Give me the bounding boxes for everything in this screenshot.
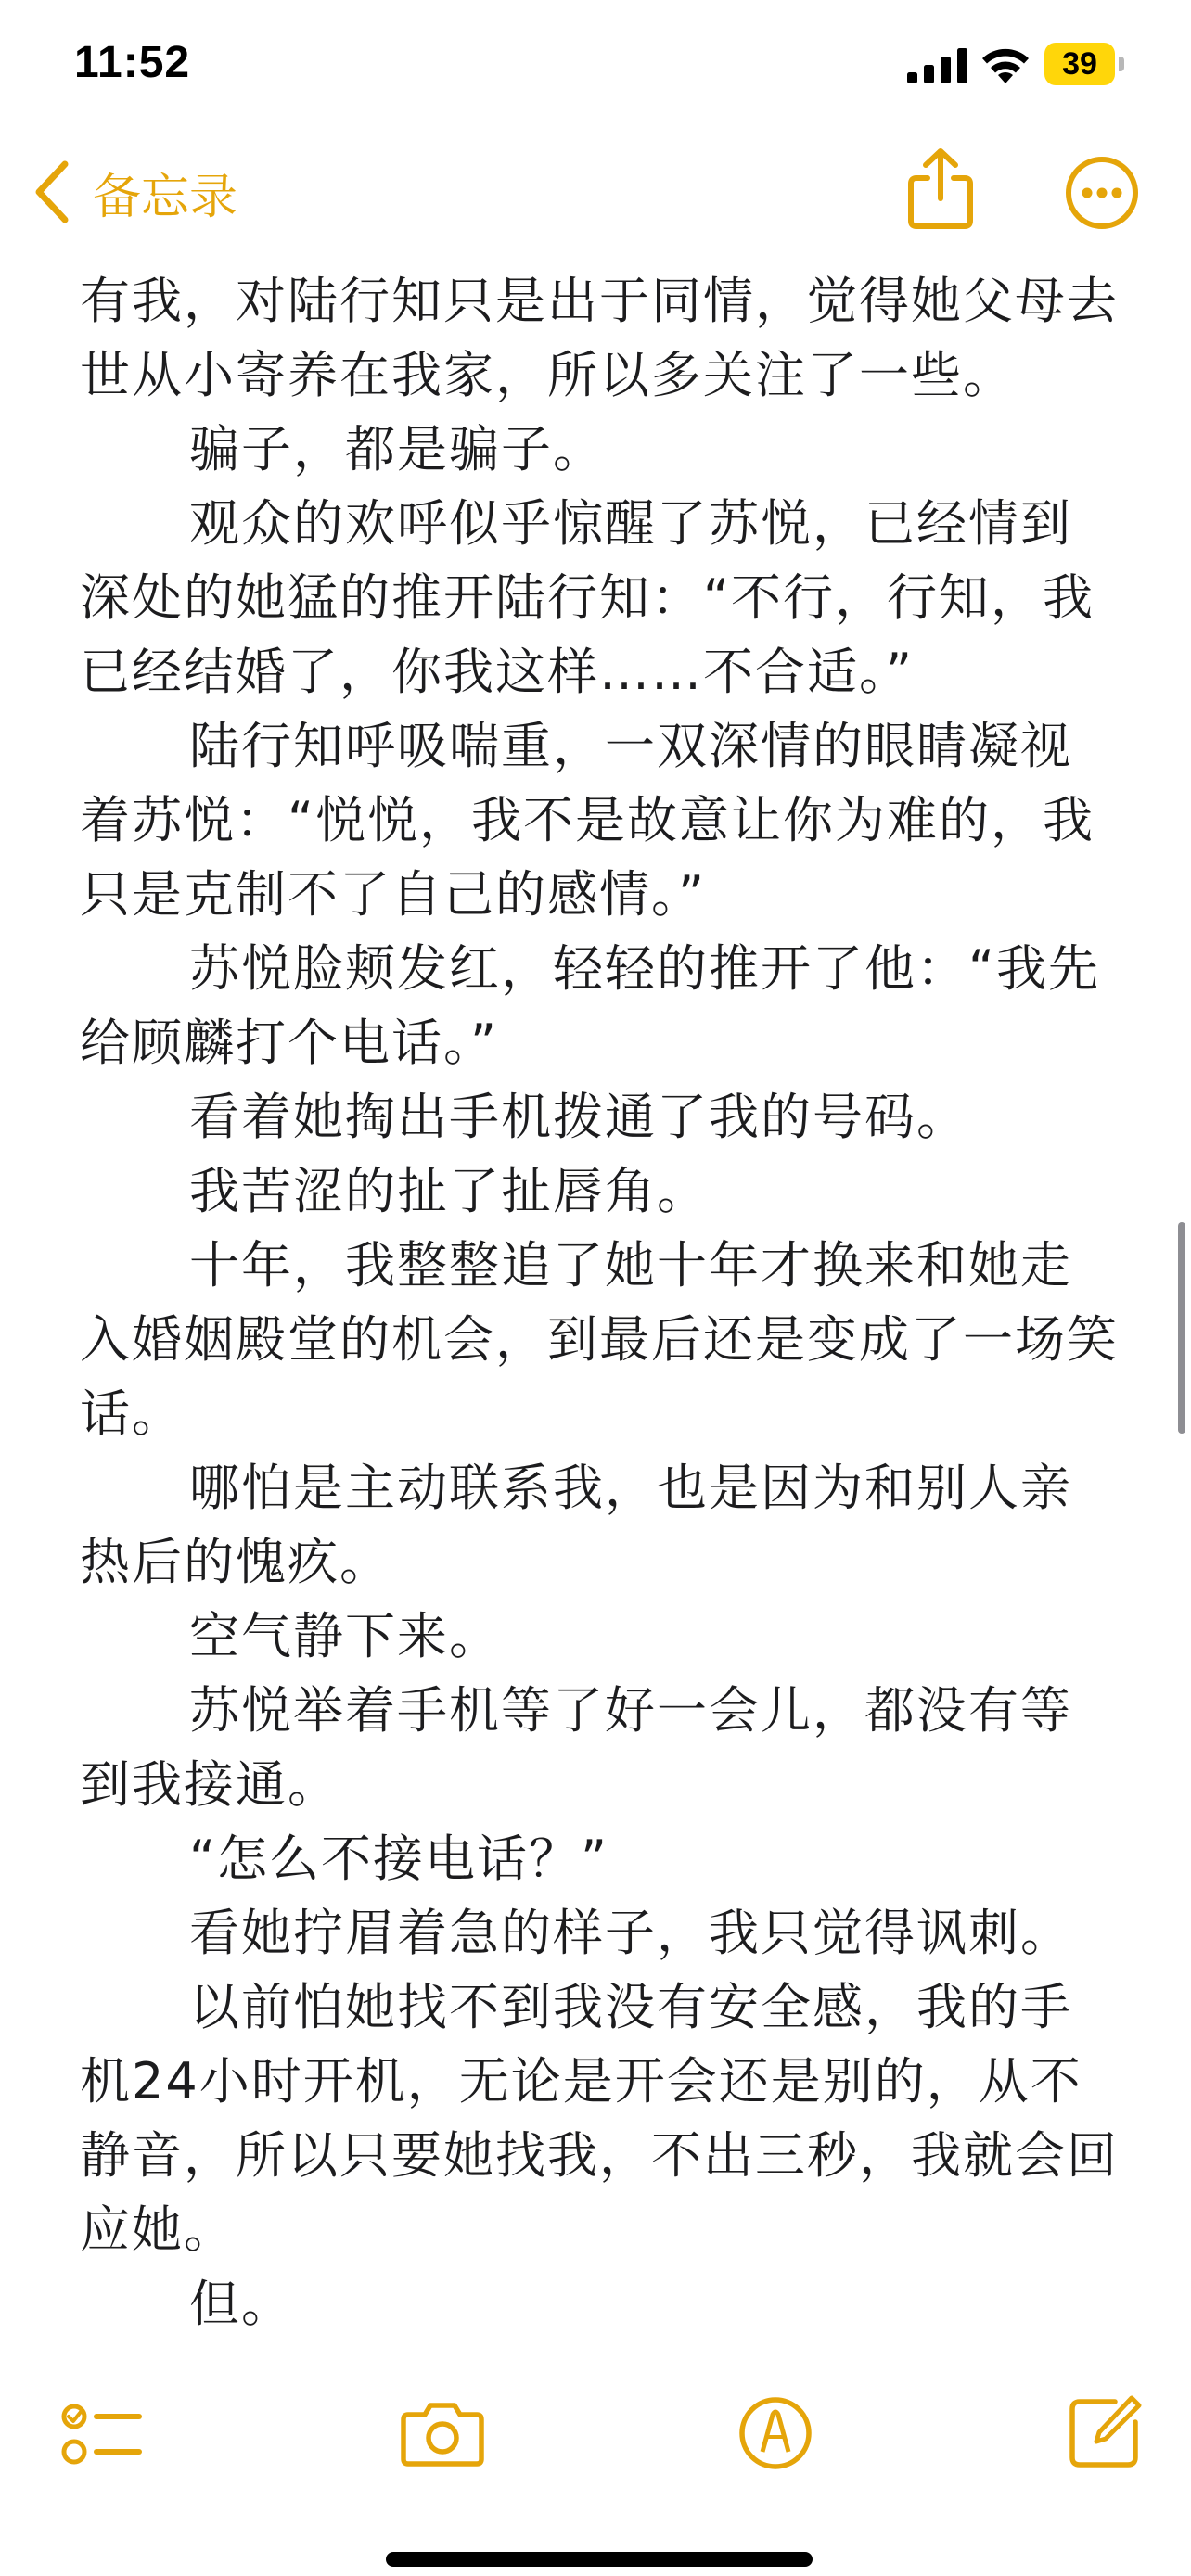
bottom-toolbar [0, 2355, 1191, 2494]
back-button[interactable] [33, 150, 237, 234]
chevron-left-icon [33, 160, 70, 223]
checklist-icon[interactable] [61, 2392, 145, 2476]
note-paragraph: 看着她掏出手机拨通了我的号码。 [189, 1088, 968, 1146]
markup-pen-icon[interactable] [738, 2396, 813, 2470]
battery-cap [1119, 57, 1124, 71]
scroll-indicator[interactable] [1178, 1222, 1185, 1434]
note-paragraph: 我苦涩的扯了扯唇角。 [189, 1162, 709, 1220]
note-paragraph: “怎么不接电话？” [189, 1830, 608, 1888]
note-body[interactable] [80, 264, 1119, 2341]
note-paragraph: 空气静下来。 [189, 1607, 501, 1665]
back-button-label: 备忘录 [93, 169, 238, 225]
share-icon[interactable] [905, 147, 976, 230]
cellular-signal-icon [907, 48, 968, 83]
note-paragraph: 哪怕是主动联系我，也是因为和别人亲热后的愧疚。 [80, 1459, 1072, 1591]
note-paragraph: 看她拧眉着急的样子，我只觉得讽刺。 [189, 1904, 1072, 1962]
note-paragraph: 以前怕她找不到我没有安全感，我的手机24小时开机，无论是开会还是别的，从不静音，所以只要她找我，不出三秒，我就会回应她。 [80, 1978, 1119, 2259]
battery-level: 39 [1044, 43, 1115, 85]
battery-indicator [1044, 43, 1124, 85]
status-bar [0, 0, 1191, 139]
camera-icon[interactable] [401, 2398, 484, 2468]
status-time: 11:52 [74, 38, 191, 87]
compose-icon[interactable] [1067, 2392, 1145, 2470]
note-paragraph: 陆行知呼吸喘重，一双深情的眼睛凝视着苏悦：“悦悦，我不是故意让你为难的，我只是克制不了自己的感情。” [80, 717, 1095, 924]
wifi-icon [980, 45, 1031, 83]
note-paragraph: 观众的欢呼似乎惊醒了苏悦，已经情到深处的她猛的推开陆行知：“不行，行知，我已经结婚了，你我这样……不合适。” [80, 494, 1095, 701]
note-paragraph: 苏悦脸颊发红，轻轻的推开了他：“我先给顾麟打个电话。” [80, 939, 1100, 1072]
home-indicator[interactable] [386, 2552, 813, 2567]
note-paragraph: 有我，对陆行知只是出于同情，觉得她父母去世从小寄养在我家，所以多关注了一些。 [80, 272, 1119, 404]
more-options-icon[interactable] [1065, 156, 1139, 230]
note-paragraph: 骗子，都是骗子。 [189, 420, 605, 478]
note-paragraph: 但。 [189, 2275, 293, 2333]
note-paragraph: 十年，我整整追了她十年才换来和她走入婚姻殿堂的机会，到最后还是变成了一场笑话。 [80, 1236, 1119, 1443]
note-paragraph: 苏悦举着手机等了好一会儿，都没有等到我接通。 [80, 1681, 1072, 1814]
